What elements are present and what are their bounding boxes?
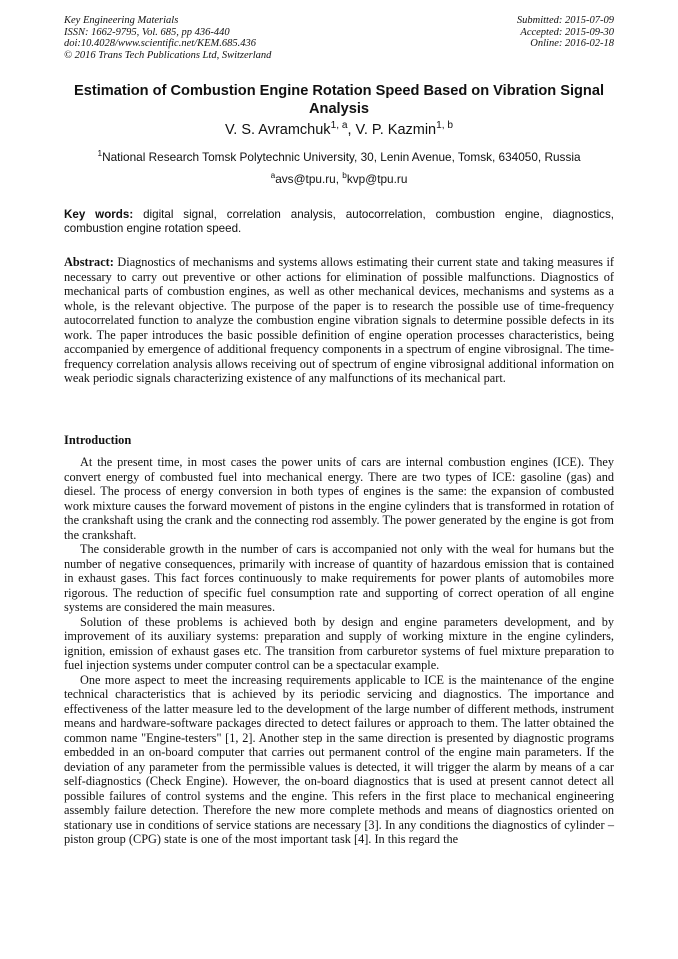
journal-name: Key Engineering Materials xyxy=(64,15,179,26)
author-name: V. P. Kazmin xyxy=(355,122,437,138)
affiliation-text: National Research Tomsk Polytechnic University, 30, Lenin Avenue, Tomsk, 634050, Russia xyxy=(102,150,581,164)
abstract-text: Diagnostics of mechanisms and systems allows estimating their current state and taking measures if necessary to carry out preventive or other actions for elimination of possible malfunctions. Diagnostics of mechanical parts of combustion engines, as well as other mechanical devices, mechanisms and systems as a whole, is the relevant objective. The purpose of the paper is to research the possible use of time-frequency autocorrelated function to analyze the combustion engine vibration signals to determine possible defects in its work. The paper introduces the basic possible definition of engine operation processes characteristics, being accompanied by emergence of additional frequency components in a spectrum of engine vibrosignal. The time-frequency correlation analysis allows receiving out of spectrum of engine vibrosignal additional information on weak periodic signals characterizing existence of any malfunctions of its mechanical part. xyxy=(64,255,614,385)
paragraph: The considerable growth in the number of cars is accompanied not only with the weal for humans but the number of negative consequences, primarily with increase of quantity of hazardous emission that is contained in exhaust gases. This fact forces continuously to make requirements for power plants of automobiles more rigorous. The reduction of specific fuel consumption rate and supporting of correct operation of all engine systems are considered the main measures. xyxy=(64,542,614,614)
author-superscript: 1, a xyxy=(330,120,348,132)
keywords xyxy=(64,208,614,237)
paragraph: One more aspect to meet the increasing requirements applicable to ICE is the maintenance of the engine technical characteristics that is achieved by its periodic servicing and diagnostics. The importance and effectiveness of the latter measure led to the development of the large number of different methods, instrument means and hardware-software packages directed to detect failures or approach to them. The latter obtained the common name "Engine-testers" [1, 2]. Another step in the same direction is presented by diagnostic programs embedded in an on-board computer that carries out permanent control of the engine main parameters. If the deviation of any parameter from the permissible values is detected, it will trigger the alarm by means of a car self-diagnostics (Check Engine). However, the on-board diagnostics that is used at present cannot detect all possible failures of control systems and the engine. This refers in the first place to mechanical engineering assembly failure detection. Therefore the new more complete methods and means of diagnostics oriented on stationary use in conditions of service stations are necessary [3]. In any conditions the diagnostics of cylinder – piston group (CPG) state is one of the most important task [4]. In this regard the xyxy=(64,672,614,846)
email-superscript: a xyxy=(270,171,276,181)
author-list: V. S. Avramchuk$^{1, a}$, V. P. Kazmin$^{1, b}$ xyxy=(224,120,454,138)
email-list: $^a$avs@tpu.ru, $^b$kvp@tpu.ru xyxy=(270,171,408,186)
keywords-text: digital signal, correlation analysis, autocorrelation, combustion engine, diagnostics, combustion engine rotation speed. xyxy=(64,208,614,236)
author-name: V. S. Avramchuk xyxy=(224,122,331,138)
affiliation xyxy=(64,150,614,165)
email-superscript: b xyxy=(342,171,347,181)
issn-line: ISSN: 1662-9795, Vol. 685, pp 436-440 xyxy=(64,26,230,38)
introduction-body xyxy=(64,455,614,847)
abstract-label: Abstract: xyxy=(64,255,114,269)
section-heading-introduction: Introduction xyxy=(64,433,132,447)
email-address[interactable]: avs@tpu.ru xyxy=(275,172,336,186)
paragraph: Solution of these problems is achieved both by design and engine parameters development, and by improvement of its auxiliary systems: preparation and supply of working mixture in the engine cylinders, ignition, emission of exhaust gases etc. The transition from carburetor systems of fuel mixture preparation to fuel injection systems under computer control can be a spectacular example. xyxy=(64,614,614,672)
journal-info xyxy=(64,15,271,61)
accepted-date: Accepted: 2015-09-30 xyxy=(520,26,614,38)
doi-line: doi:10.4028/www.scientific.net/KEM.685.436 xyxy=(64,38,256,50)
keywords-label: Key words: xyxy=(64,208,134,221)
paragraph: At the present time, in most cases the power units of cars are internal combustion engines (ICE). They convert energy of combusted fuel into mechanical energy. There are two types of ICE: gasoline (gas) and diesel. The process of energy conversion in both types of engines is the same: the expansion of combusted work mixture causes the forward movement of pistons in the engine cylinders that is transformed in rotation of the crankshaft using the crank and the connecting rod assembly. The power generated by the engine is got from the crankshaft. xyxy=(64,455,614,542)
abstract xyxy=(64,255,614,386)
email-address[interactable]: kvp@tpu.ru xyxy=(346,172,408,186)
copyright-line: © 2016 Trans Tech Publications Ltd, Switzerland xyxy=(64,49,272,61)
dates-info xyxy=(517,15,614,50)
author-superscript: 1, b xyxy=(436,120,454,132)
paper-title: Estimation of Combustion Engine Rotation Speed Based on Vibration Signal Analysis xyxy=(74,83,604,117)
affiliation-superscript: 1 xyxy=(97,149,103,159)
online-date: Online: 2016-02-18 xyxy=(530,38,614,50)
submitted-date: Submitted: 2015-07-09 xyxy=(516,15,614,26)
